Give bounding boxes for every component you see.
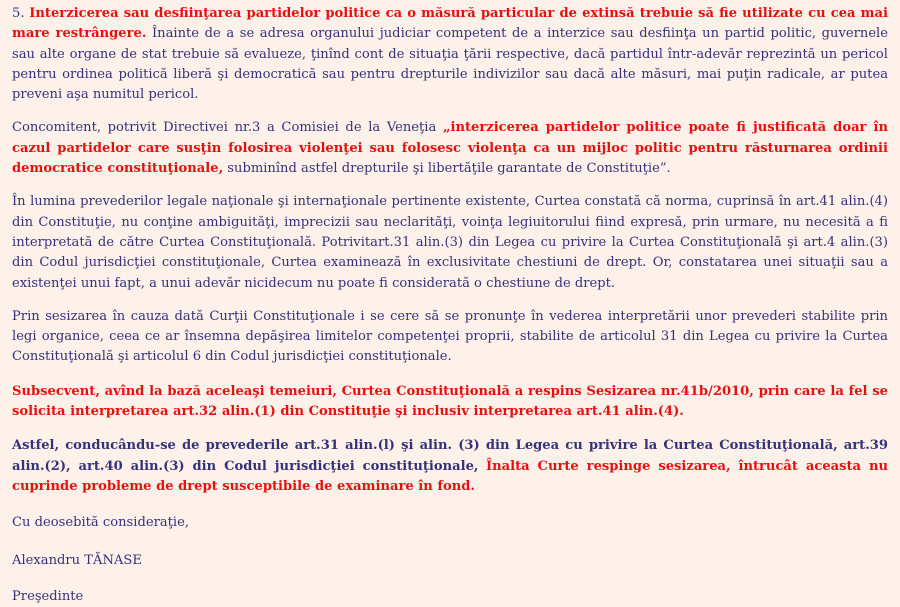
signatory-name: Alexandru TĂNASE [12,552,142,568]
body-text: Înainte de a se adresa organului judiciar competent de a interzice sau desfiinţa un partid politic, guvernele sau alte organe de stat trebuie să evalueze, ţinînd cont de situaţia ţării respective, dacă partidul într-adevăr reprezintă un pericol pentru ordinea politică liberă şi democratică sau pentru drepturile indivizilor sau dacă alte măsuri, mai puţin radicale, ar putea preveni aşa numitul pericol. [12,26,888,103]
closing-salutation: Cu deosebită consideraţie, [12,515,190,531]
paragraph-number: 5. [12,6,25,21]
emphasis-text: Interzicerea sau desfiinţarea partidelor politice ca o măsură particular de extinsă trebuie să fie utilizate cu cea mai mare restrângere. [12,6,888,42]
paragraph-competence: Prin sesizarea în cauza dată Curţii Constituţionale i se cere să se pronunţe în vederea interpretării unor prevederi stabilite prin legi organice, ceea ce ar însemna depăşirea limitelor competenţei proprii, stabilite de articolul 31 din Legea cu privire la Curtea Constituţională şi articolul 6 din Codul jurisdicţiei constituţionale. [12,308,888,365]
signatory-title: Preşedinte [12,588,84,604]
body-text: subminînd astfel drepturile şi libertăţile garantate de Constituţie”. [227,161,671,177]
paragraph-court-finding: În lumina prevederilor legale naţionale şi internaţionale pertinente existente, Curtea constată că norma, cuprinsă în art.41 alin.(4) din Constituţie, nu conţine ambiguităţi, imprecizii sau neclarităţi, voinţa legiuitorului fiind expresă, prin urmare, nu necesită a fi interpretată de către Curtea Constituţională. Potrivitart.31 alin.(3) din Legea cu privire la Curtea Constituţională şi art.4 alin.(3) din Codul jurisdicţiei constituţionale, Curtea examinează în exclusivitate chestiuni de drept. Or, constatarea unei situaţii sau a existenţei unui fapt, a unui adevăr nicidecum nu poate fi considerată o chestiune de drept. [12,194,888,291]
conclusion-decision: Înalta Curte respinge sesizarea, întrucât aceasta nu cuprinde probleme de drept susceptibile de examinare în fond. [12,458,888,494]
paragraph-venice-commission [12,118,888,179]
paragraph-5 [12,4,888,105]
conclusion-basis: Astfel, conducându-se de prevederile art.31 alin.(l) şi alin. (3) din Legea cu privire la Curtea Constituţională, art.39 alin.(2), art.40 alin.(3) din Codul jurisdicţiei constituţionale, [12,438,888,474]
emphasis-quote: „interzicerea partidelor politice poate fi justificată doar în cazul partidelor care susţin folosirea violenţei sau folosesc violenţa ca un mijloc politic pentru răsturnarea ordinii democratice constituţionale, [12,120,888,177]
paragraph-conclusion [12,436,888,497]
body-text: Concomitent, potrivit Directivei nr.3 a Comisiei de la Veneţia [12,120,437,136]
paragraph-previous-rejection: Subsecvent, avînd la bază aceleaşi temeiuri, Curtea Constituţională a respins Sesizarea nr.41b/2010, prin care la fel se solicita interpretarea art.32 alin.(1) din Constituţie şi inclusiv interpretarea art.41 alin.(4). [12,383,888,420]
